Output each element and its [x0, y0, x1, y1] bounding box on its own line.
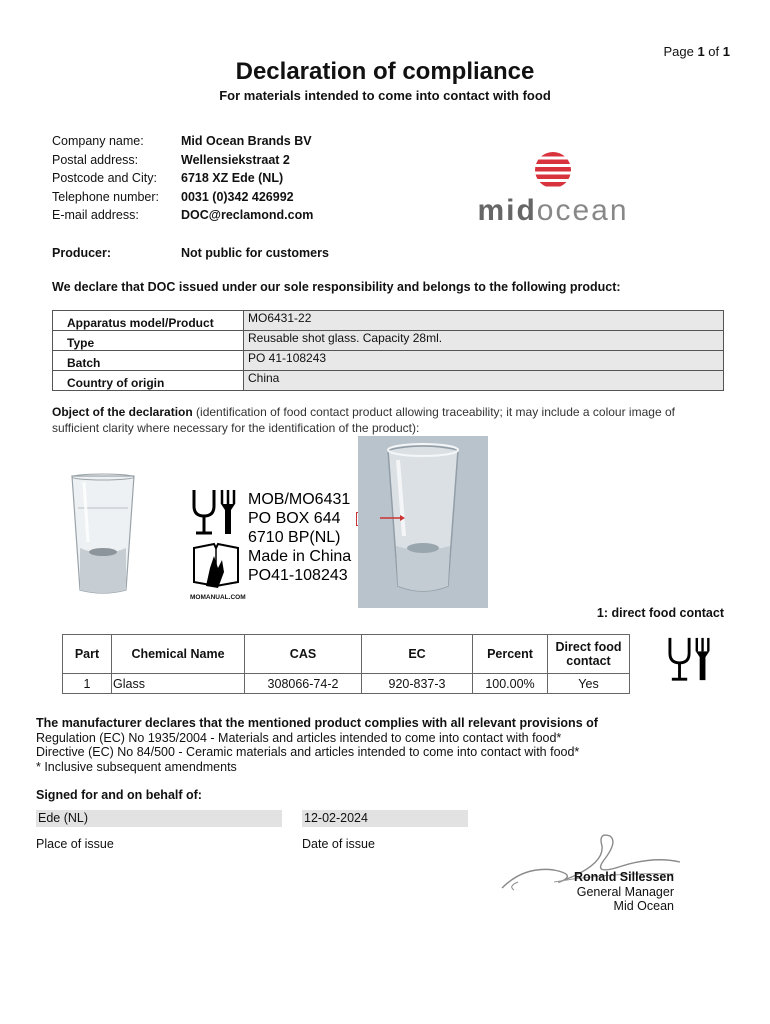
col-percent: Percent — [473, 635, 548, 674]
table-row — [53, 371, 724, 391]
marking-line: 6710 BP(NL) — [248, 529, 341, 546]
manufacturer-statement — [36, 716, 598, 774]
company-info — [52, 132, 372, 228]
marking-line: PO41-108243 — [248, 567, 348, 584]
place-of-issue-label: Place of issue — [36, 837, 114, 851]
origin-key: Country of origin — [53, 371, 244, 391]
glass-fork-icon — [190, 488, 244, 538]
date-of-issue-label: Date of issue — [302, 837, 375, 851]
company-name-value: Mid Ocean Brands BV — [181, 134, 312, 148]
manual-label: MOMANUAL.COM — [190, 594, 246, 601]
table-row — [53, 331, 724, 351]
logo-wordmark: midocean — [477, 194, 629, 227]
email-label: E-mail address: — [52, 208, 139, 222]
regulation-line: Regulation (EC) No 1935/2004 - Materials and articles intended to come into contact with food* — [36, 730, 562, 745]
midocean-logo — [468, 150, 638, 241]
marking-line: MOB/MO6431 — [248, 491, 351, 508]
postcode-city-label: Postcode and City: — [52, 171, 157, 185]
manual-book-icon — [192, 542, 240, 590]
telephone-label: Telephone number: — [52, 189, 160, 204]
producer-value: Not public for customers — [181, 246, 329, 260]
cell-percent: 100.00% — [473, 674, 548, 694]
postcode-city-value: 6718 XZ Ede (NL) — [181, 171, 284, 185]
manufacturer-heading: The manufacturer declares that the mentioned product complies with all relevant provisions of — [36, 716, 598, 730]
col-part: Part — [63, 635, 112, 674]
table-header-row — [63, 635, 630, 674]
producer-label: Producer: — [52, 246, 112, 260]
signed-heading: Signed for and on behalf of: — [36, 788, 202, 802]
signatory-name: Ronald Sillessen — [573, 870, 674, 884]
cell-ec: 920-837-3 — [362, 674, 473, 694]
signatory-role: General Manager — [576, 884, 674, 899]
type-value: Reusable shot glass. Capacity 28ml. — [244, 331, 724, 351]
batch-value: PO 41-108243 — [244, 351, 724, 371]
shot-glass-image — [68, 472, 138, 603]
cell-part: 1 — [63, 674, 112, 694]
declaration-statement: We declare that DOC issued under our sole responsibility and belongs to the following product: — [52, 280, 621, 294]
cell-chemical-name: Glass — [112, 674, 245, 694]
food-contact-icon — [664, 636, 720, 689]
type-key: Type — [53, 331, 244, 351]
origin-value: China — [244, 371, 724, 391]
amendments-note: * Inclusive subsequent amendments — [36, 759, 237, 774]
product-table — [52, 310, 724, 391]
email-value: DOC@reclamond.com — [181, 208, 314, 222]
telephone-value: 0031 (0)342 426992 — [181, 189, 294, 204]
postal-address-label: Postal address: — [52, 152, 139, 167]
company-name-label: Company name: — [52, 134, 144, 148]
directive-line: Directive (EC) No 84/500 - Ceramic materials and articles intended to come into contact with food* — [36, 745, 580, 759]
cell-cas: 308066-74-2 — [245, 674, 362, 694]
marking-line: Made in China — [248, 548, 352, 565]
date-of-issue-field: 12-02-2024 — [302, 810, 468, 827]
document-title: Declaration of compliance — [235, 58, 535, 85]
cell-direct-contact: Yes — [548, 674, 630, 694]
table-row — [53, 311, 724, 331]
producer-row — [52, 246, 372, 262]
marking-line: PO BOX 644 — [248, 510, 341, 527]
object-of-declaration: Object of the declaration (identification of food contact product allowing traceability; it may include a colour image of sufficient clarity where necessary for the identification of the product): — [52, 405, 675, 435]
signatory-block — [574, 870, 674, 914]
page-number: Page 1 of 1 — [663, 44, 730, 59]
chemical-table — [62, 634, 630, 694]
col-direct-contact: Direct food contact — [548, 635, 630, 674]
product-key: Apparatus model/Product — [53, 311, 244, 331]
postal-address-value: Wellensiekstraat 2 — [181, 152, 290, 167]
product-marking — [190, 488, 360, 606]
table-row — [53, 351, 724, 371]
signatory-org: Mid Ocean — [613, 899, 674, 913]
document-subtitle: For materials intended to come into contact with food — [219, 88, 551, 103]
product-value: MO6431-22 — [244, 311, 724, 331]
direct-contact-note: 1: direct food contact — [596, 606, 724, 620]
table-row — [63, 674, 630, 694]
col-ec: EC — [362, 635, 473, 674]
batch-key: Batch — [53, 351, 244, 371]
col-chemical-name: Chemical Name — [112, 635, 245, 674]
shot-glass-photo — [358, 436, 488, 608]
col-cas: CAS — [245, 635, 362, 674]
place-of-issue-field: Ede (NL) — [36, 810, 282, 827]
